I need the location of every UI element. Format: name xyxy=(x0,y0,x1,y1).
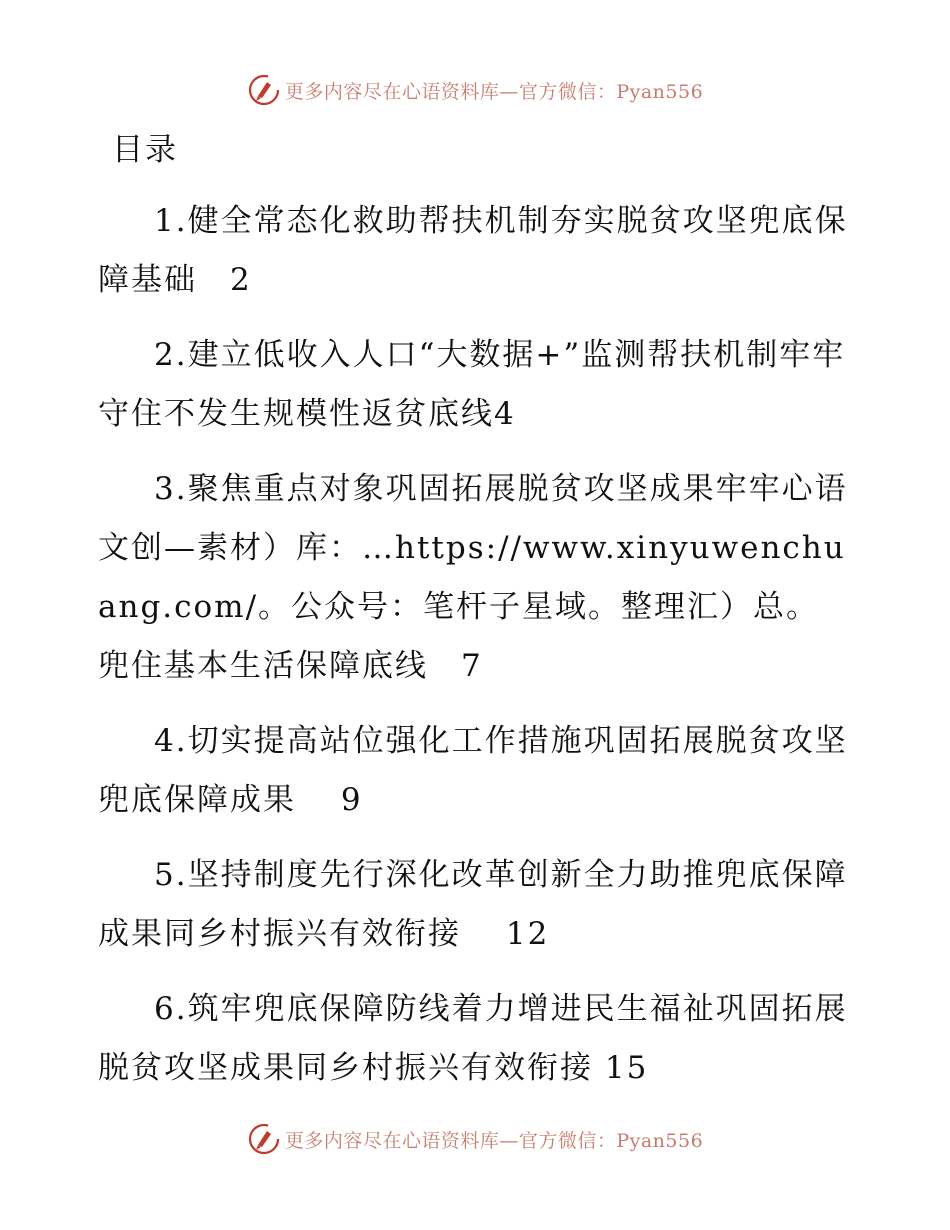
toc-item[interactable]: 5.坚持制度先行深化改革创新全力助推兜底保障成果同乡村振兴有效衔接 12 xyxy=(98,857,848,952)
toc-item[interactable]: 2.建立低收入人口“大数据+”监测帮扶机制牢牢守住不发生规模性返贫底线4 xyxy=(98,337,846,432)
pen-nib-logo-icon xyxy=(247,1122,281,1156)
watermark-text: 更多内容尽在心语资料库—官方微信：Pyan556 xyxy=(284,1129,704,1152)
toc-item[interactable]: 1.健全常态化救助帮扶机制夯实脱贫攻坚兜底保障基础 2 xyxy=(98,203,848,298)
toc-list xyxy=(98,192,850,1114)
pen-nib-logo-icon xyxy=(247,73,281,107)
watermark-footer xyxy=(0,1121,950,1157)
toc-item[interactable]: 6.筑牢兜底保障防线着力增进民生福祉巩固拓展脱贫攻坚成果同乡村振兴有效衔接 15 xyxy=(98,991,848,1086)
toc-title: 目录 xyxy=(112,132,178,168)
toc-item[interactable]: 3.聚焦重点对象巩固拓展脱贫攻坚成果牢牢心语文创—素材）库：…https://www.xinyuwenchuang.com/。公众号：笔杆子星域。整理汇）总。兜住基本生活保障底线 7 xyxy=(98,471,848,684)
watermark-header xyxy=(0,72,950,108)
watermark-text: 更多内容尽在心语资料库—官方微信：Pyan556 xyxy=(284,80,704,103)
toc-item[interactable]: 4.切实提高站位强化工作措施巩固拓展脱贫攻坚兜底保障成果 9 xyxy=(98,723,848,818)
